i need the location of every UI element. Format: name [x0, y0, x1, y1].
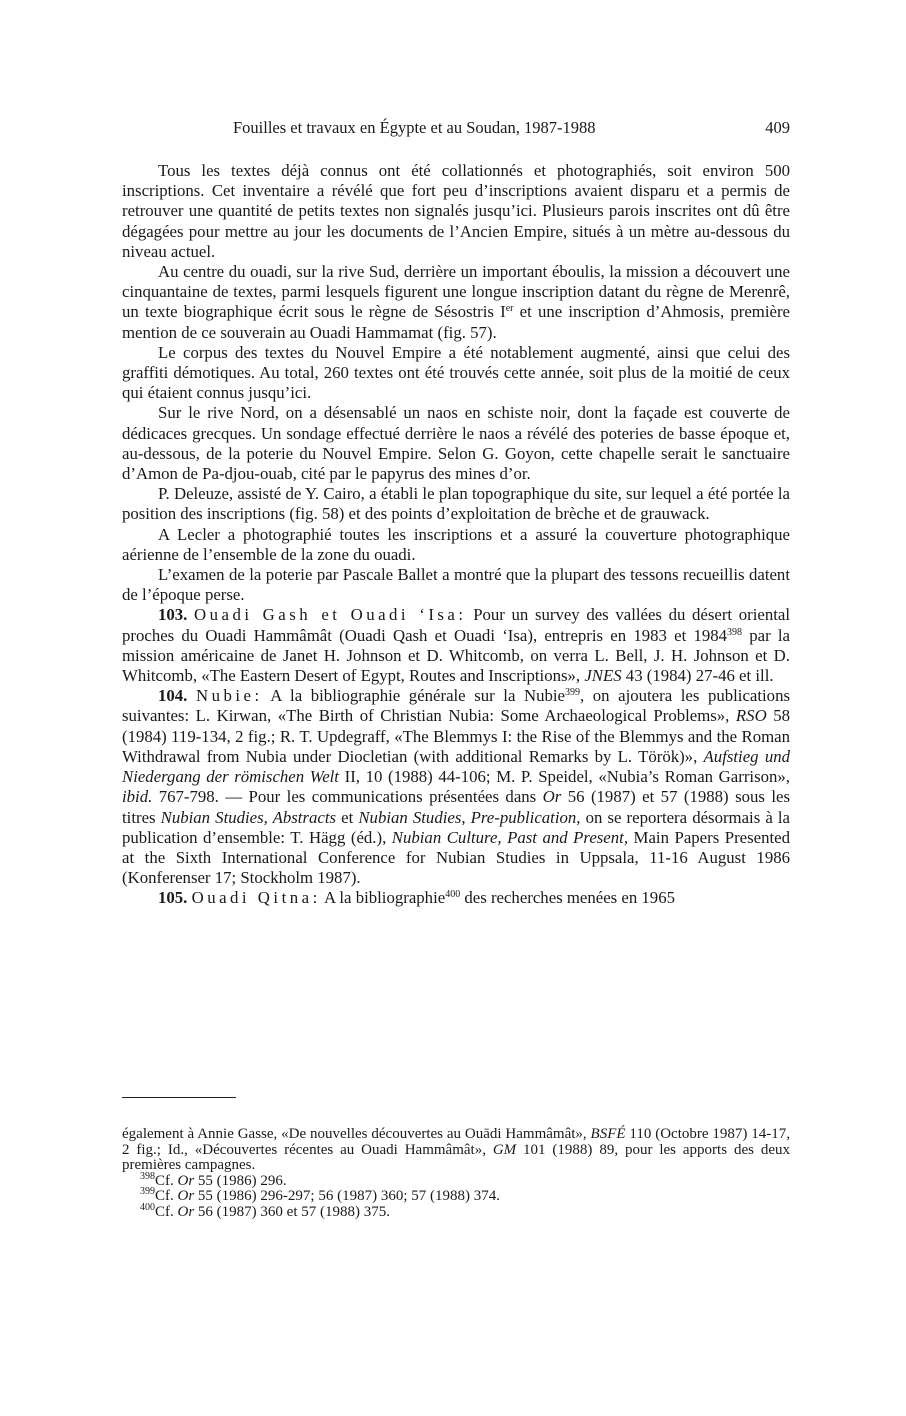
- italic-text: BSFÉ: [590, 1126, 626, 1142]
- section-text: par la mission américaine de Janet H. Johnson et D. Whitcomb, on verra L. Bell, J. H. Johnson et D. Whitcomb, «The Eastern Desert of Egypt, Routes and Inscriptions»,: [122, 625, 790, 686]
- paragraph: [122, 262, 790, 343]
- italic-text: ibid.: [122, 787, 153, 807]
- italic-text: Or: [177, 1172, 195, 1189]
- section-title: Ouadi Gash et Ouadi ‘Isa:: [194, 605, 467, 625]
- section-text: 43 (1984) 27-46 et ill.: [621, 666, 774, 686]
- italic-text: Nubian Culture, Past and Present,: [391, 827, 629, 847]
- section-text: A la bibliographie générale sur la Nubie: [262, 686, 565, 706]
- italic-text: Nubian Studies, Pre-publication,: [358, 807, 581, 827]
- footnote-400: [122, 1201, 790, 1221]
- section-text: 767-798. — Pour les communications présentées dans: [152, 787, 543, 807]
- section-number: 105.: [158, 888, 188, 908]
- italic-text: RSO: [735, 706, 767, 726]
- footnote-ref-399[interactable]: 399: [565, 687, 580, 699]
- italic-text: Or: [542, 787, 562, 807]
- paragraph-text: Au centre du ouadi, sur la rive Sud, derrière un important éboulis, la mission a découvert une cinquantaine de textes, parmi lesquels figurent une longue inscription datant du règne de Merenrê, un texte biographique écrit sous le règne de Sésostris I: [122, 262, 790, 322]
- body-text: [122, 161, 790, 909]
- footnote-text: Cf.: [155, 1188, 178, 1204]
- footnote-divider: [122, 1097, 236, 1098]
- paragraph-text: et une inscription d’Ahmosis, première mention de ce souverain au Ouadi Hammamat (fig. 57).: [122, 302, 791, 342]
- footnote-ref-398[interactable]: 398: [727, 626, 743, 638]
- superscript: er: [505, 303, 514, 315]
- footnote-ref-400[interactable]: 400: [445, 889, 461, 901]
- paragraph: L’examen de la poterie par Pascale Ballet a montré que la plupart des tessons recueillis datent de l’époque perse.: [122, 565, 790, 605]
- section-103: [122, 605, 790, 686]
- section-text: Pour un survey des vallées du désert oriental proches du Ouadi Hammâmât (Ouadi Qash et Ouadi ‘Isa), entrepris en 1983 et 1984: [122, 605, 790, 645]
- section-number: 103.: [158, 605, 188, 625]
- section-title: Ouadi Qitna:: [191, 888, 321, 908]
- footnote-398: [122, 1170, 790, 1190]
- section-text: 56 (1987) et 57 (1988) sous les titres: [122, 787, 790, 827]
- footnote-text: Cf.: [155, 1203, 178, 1220]
- section-105: [122, 888, 790, 908]
- footnote-399: [122, 1186, 790, 1205]
- paragraph: A Lecler a photographié toutes les inscriptions et a assuré la couverture photographique aérienne de l’ensemble de la zone du ouadi.: [122, 524, 790, 564]
- footnote-number: 400: [140, 1201, 155, 1213]
- section-text: on se reportera désormais à la publication d’ensemble: T. Hägg (éd.),: [122, 807, 790, 847]
- section-number: 104.: [158, 686, 188, 706]
- paragraph: Le corpus des textes du Nouvel Empire a été notablement augmenté, ainsi que celui des graffiti démotiques. Au total, 260 textes ont été trouvés cette année, soit plus de la moitié de ceux qui étaient connus jusqu’ici.: [122, 342, 790, 403]
- footnote-text: également à Annie Gasse, «De nouvelles découvertes au Ouādi Hammâmât»,: [122, 1126, 591, 1142]
- italic-text: Nubian Studies, Abstracts: [160, 807, 337, 827]
- footnote-text: 55 (1986) 296.: [194, 1172, 287, 1189]
- italic-text: Or: [177, 1203, 195, 1220]
- footnote-text: 55 (1986) 296-297; 56 (1987) 360; 57 (1988) 374.: [194, 1188, 500, 1204]
- section-text: A la bibliographie: [320, 888, 446, 908]
- footnote-continuation: [122, 1127, 790, 1174]
- section-title: Nubie:: [195, 686, 263, 706]
- italic-text: Or: [177, 1188, 195, 1204]
- section-text: II, 10 (1988) 44-106; M. P. Speidel, «Nubia’s Roman Garrison»,: [338, 767, 790, 787]
- footnote-number: 398: [140, 1170, 155, 1182]
- footnote-text: 110 (Octobre 1987) 14-17, 2 fig.; Id., «Découvertes récentes au Ouadi Hammâmât»,: [122, 1126, 790, 1158]
- section-text: et: [336, 807, 359, 827]
- footnote-number: 399: [140, 1186, 155, 1197]
- footnote-text: 56 (1987) 360 et 57 (1988) 375.: [194, 1203, 390, 1220]
- footnote-text: 101 (1988) 89, pour les apports des deux premières campagnes.: [122, 1141, 790, 1173]
- section-text: des recherches menées en 1965: [460, 888, 675, 908]
- page-number: 409: [765, 118, 790, 137]
- running-title: Fouilles et travaux en Égypte et au Soudan, 1987-1988: [233, 118, 596, 137]
- page-header: [122, 118, 790, 142]
- footnote-text: Cf.: [155, 1172, 178, 1189]
- italic-text: Aufstieg und Niedergang der römischen Welt: [122, 746, 790, 787]
- journal-title: JNES: [584, 666, 622, 686]
- section-104: [122, 686, 790, 888]
- section-text: , on ajoutera les publications suivantes: L. Kirwan, «The Birth of Christian Nubia: Some Archaeological Problems»,: [122, 686, 790, 726]
- section-text: 58 (1984) 119-134, 2 fig.; R. T. Updegraff, «The Blemmys I: the Rise of the Blemmys and the Roman Withdrawal from Nubia under Diocletian (with additional Remarks by L. Török)»,: [122, 706, 791, 766]
- italic-text: GM: [492, 1141, 517, 1158]
- paragraph: Tous les textes déjà connus ont été collationnés et photographiés, soit environ 500 inscriptions. Cet inventaire a révélé que fort peu d’inscriptions avaient disparu et a permis de retrouver une quantité de petits textes non signalés jusqu’ici. Plusieurs parois inscrites ont dû être dégagées pour mettre au jour les documents de l’Ancien Empire, situés à un mètre au-dessous du niveau actuel.: [122, 161, 790, 261]
- footnotes: [122, 1127, 790, 1220]
- section-text: Main Papers Presented at the Sixth International Conference for Nubian Studies in Uppsala, 11-16 August 1986 (Konferenser 17; Stockholm 1987).: [122, 827, 790, 888]
- paragraph: P. Deleuze, assisté de Y. Cairo, a établi le plan topographique du site, sur lequel a été portée la position des inscriptions (fig. 58) et des points d’exploitation de brèche et de grauwack.: [122, 484, 790, 524]
- paragraph: Sur le rive Nord, on a désensablé un naos en schiste noir, dont la façade est couverte de dédicaces grecques. Un sondage effectué derrière le naos a révélé des poteries de basse époque et, au-dessous, de la poterie du Nouvel Empire. Selon G. Goyon, cette chapelle serait le sanctuaire d’Amon de Pa-djou-ouab, cité par le papyrus des mines d’or.: [122, 403, 790, 484]
